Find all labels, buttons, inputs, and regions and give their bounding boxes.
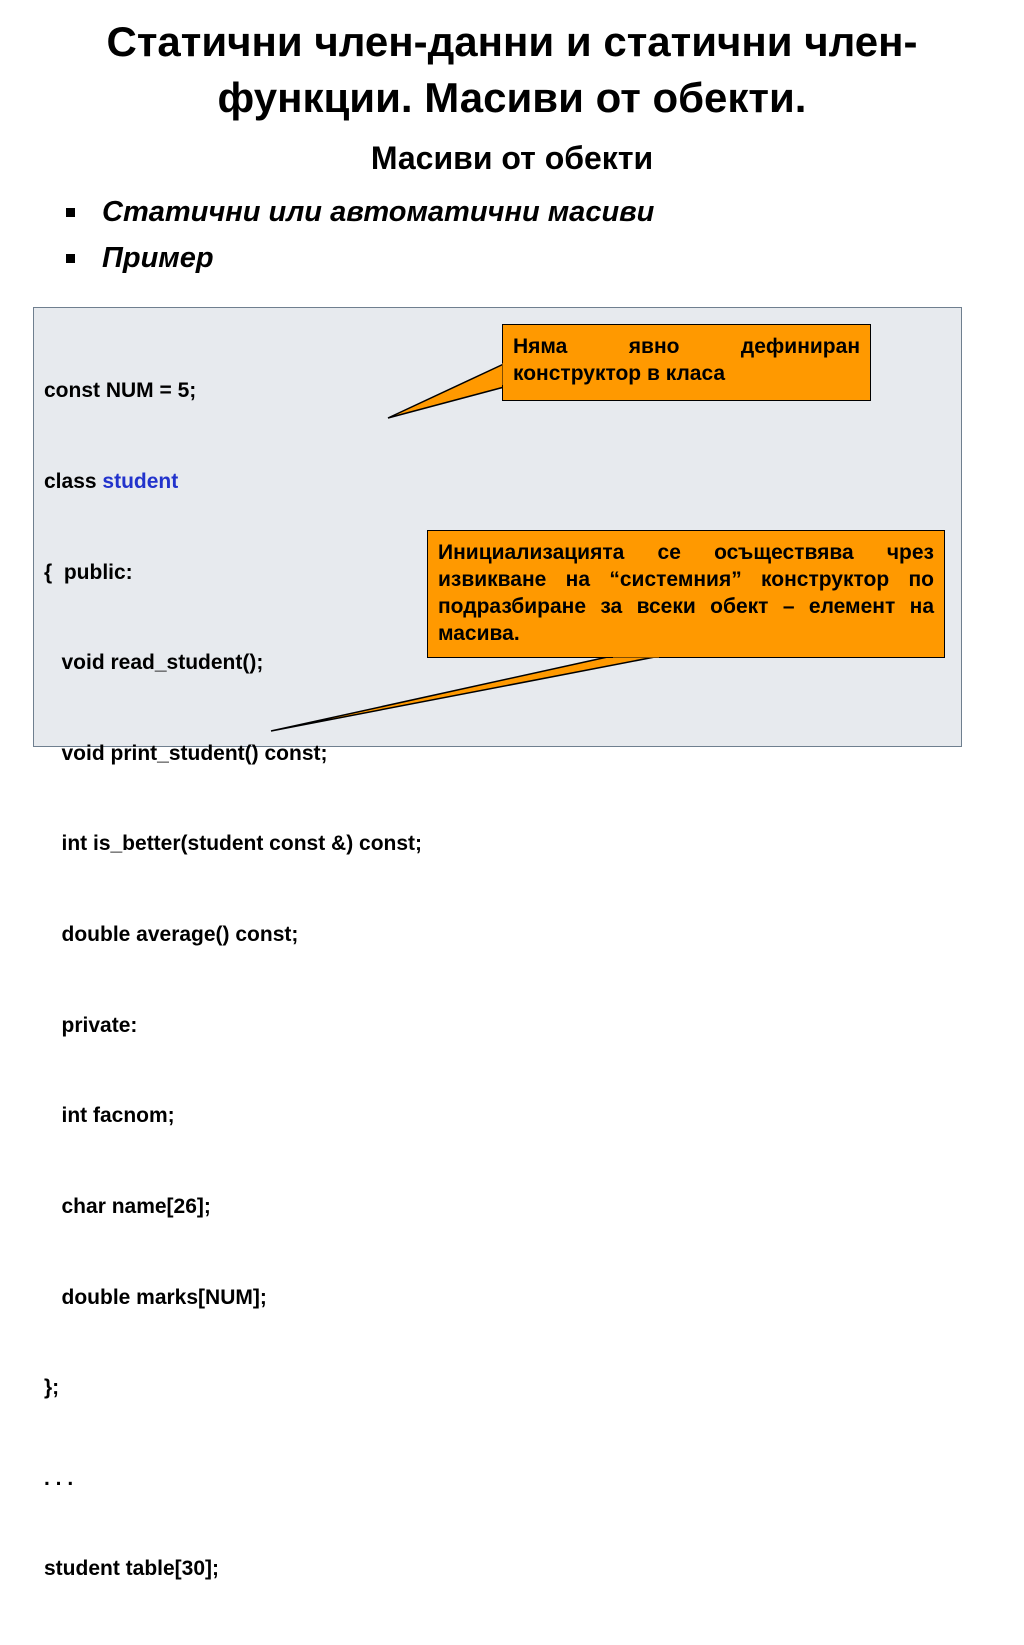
- code-line: void print_student() const;: [44, 741, 328, 765]
- callout-no-constructor: Няма явно дефиниран конструктор в класа: [502, 324, 871, 401]
- code-line: [44, 467, 422, 497]
- bullet-text: Пример: [102, 242, 214, 274]
- bullet-item: [60, 192, 654, 238]
- code-line: char name[26];: [44, 1194, 211, 1218]
- bullet-text: Статични или автоматични масиви: [102, 196, 655, 228]
- slide-title: [40, 14, 984, 126]
- code-line: int facnom;: [44, 1104, 175, 1128]
- code-line: };: [44, 1376, 60, 1400]
- slide-subtitle: Масиви от обекти: [370, 140, 654, 176]
- code-text: class: [44, 470, 103, 494]
- title-line-1: Статични член-данни и статични член-: [106, 18, 918, 65]
- code-line: void read_student();: [44, 651, 264, 675]
- bullet-item: [60, 238, 654, 284]
- bullet-list: [60, 192, 654, 284]
- code-line: double marks[NUM];: [44, 1285, 267, 1309]
- code-line: double average() const;: [44, 923, 299, 947]
- code-line: int is_better(student const &) const;: [44, 832, 423, 856]
- callout-initialization: Инициализацията се осъществява чрез извикване на “системния” конструктор по подразбиране за всеки обект – елемент на масива.: [427, 530, 945, 658]
- square-bullet-icon: [66, 254, 75, 263]
- code-keyword: student: [102, 470, 179, 494]
- code-line: student table[30];: [44, 1557, 220, 1581]
- square-bullet-icon: [66, 208, 75, 217]
- code-line: private:: [44, 1013, 138, 1037]
- code-line: const NUM = 5;: [44, 379, 197, 403]
- title-line-2: функции. Масиви от обекти.: [217, 74, 807, 121]
- code-line: . . .: [44, 1466, 74, 1490]
- code-line: { public:: [44, 560, 133, 584]
- code-listing: [44, 316, 422, 1645]
